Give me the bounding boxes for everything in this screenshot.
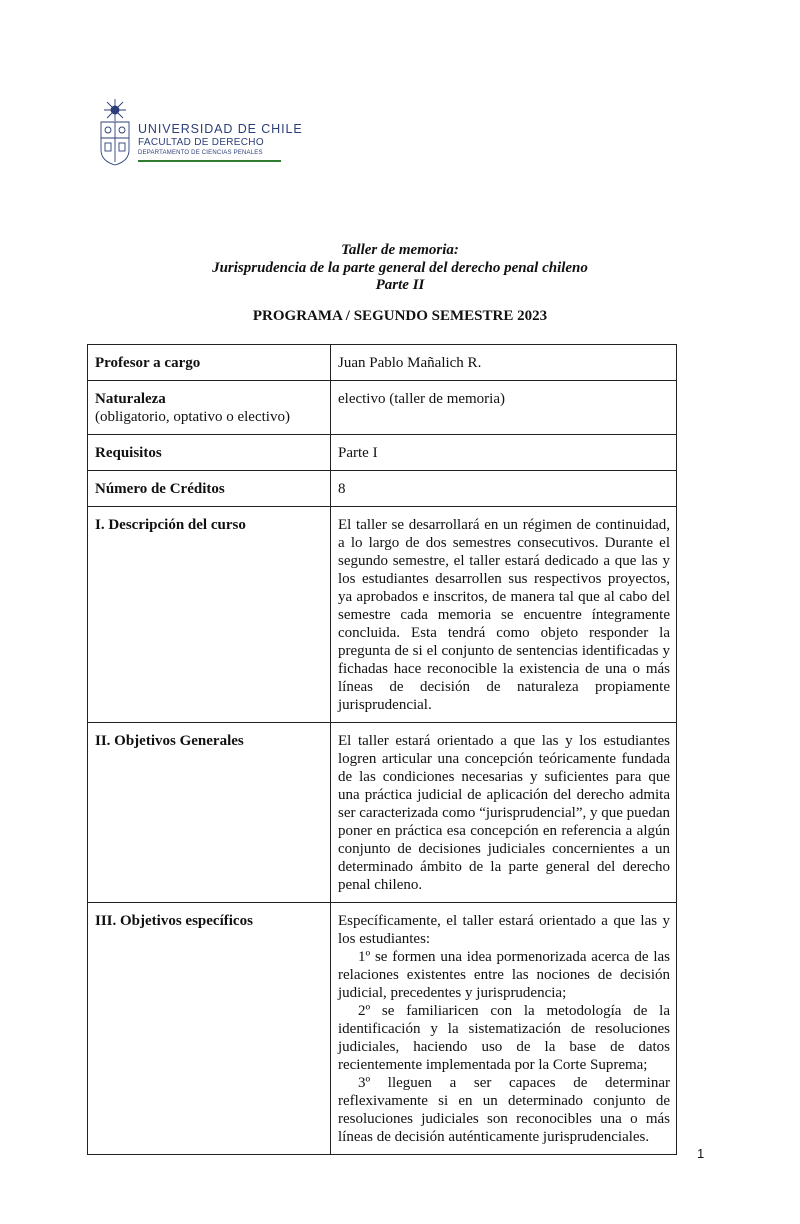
table-row [88,381,677,435]
document-title [0,242,800,295]
table-row [88,471,677,507]
descripcion-label: I. Descripción del curso [88,507,331,723]
requisitos-value: Parte I [331,435,677,471]
title-line-1: Taller de memoria: [341,242,459,258]
department-name: DEPARTAMENTO DE CIENCIAS PENALES [138,150,263,156]
objetivos-especificos-cell [331,903,677,1155]
page-number: 1 [697,1146,705,1161]
faculty-name: FACULTAD DE DERECHO [138,137,264,148]
table-row [88,507,677,723]
creditos-value: 8 [331,471,677,507]
table-row [88,903,677,1155]
university-crest-icon [98,98,132,166]
profesor-label: Profesor a cargo [88,345,331,381]
objetivo-especifico-item: 2º se familiaricen con la metodología de la identificación y la sistematización de resoluciones judiciales, haciendo uso de la base de datos recientemente implementada por la Corte Suprema; [338,1003,670,1073]
program-subtitle: PROGRAMA / SEGUNDO SEMESTRE 2023 [252,308,548,324]
objetivos-especificos-label: III. Objetivos específicos [88,903,331,1155]
naturaleza-label-cell [88,381,331,435]
table-row [88,723,677,903]
naturaleza-value: electivo (taller de memoria) [331,381,677,435]
objetivos-generales-label: II. Objetivos Generales [88,723,331,903]
table-row [88,435,677,471]
table-row [88,345,677,381]
profesor-value: Juan Pablo Mañalich R. [331,345,677,381]
objetivos-generales-value: El taller estará orientado a que las y los estudiantes logren articular una concepción teóricamente fundada de las condiciones necesarias y suficientes para que una práctica judicial de aplicación del derecho admita ser caracterizada como “jurisprudencial”, y que puedan poner en práctica esa concepción en referencia a algún conjunto de decisiones judiciales concernientes a un determinado ámbito de la parte general del derecho penal chileno. [331,723,677,903]
naturaleza-label: Naturaleza [95,391,166,407]
objetivos-especificos-intro: Específicamente, el taller estará orientado a que las y los estudiantes: [338,913,670,947]
university-logo [98,98,303,168]
creditos-label: Número de Créditos [88,471,331,507]
university-name: UNIVERSIDAD DE CHILE [138,122,303,136]
logo-divider [138,160,281,162]
requisitos-label: Requisitos [88,435,331,471]
program-table [87,344,677,1155]
objetivo-especifico-item: 1º se formen una idea pormenorizada acerca de las relaciones existentes entre las nociones de decisión judicial, precedentes y jurisprudencia; [338,949,670,1001]
naturaleza-sublabel: (obligatorio, optativo o electivo) [95,409,290,425]
descripcion-value: El taller se desarrollará en un régimen de continuidad, a lo largo de dos semestres consecutivos. Durante el segundo semestre, el taller estará dedicado a que las y los estudiantes desarrollen sus respectivos proyectos, ya aprobados e inscritos, de manera tal que al cabo del semestre cada memoria se encuentre íntegramente concluida. Esta tendrá como objeto responder la pregunta de si el conjunto de sentencias identificadas y fichadas hace reconocible la existencia de una o más líneas de decisión de naturaleza propiamente jurisprudencial. [331,507,677,723]
objetivo-especifico-item: 3º lleguen a ser capaces de determinar reflexivamente si en un determinado conjunto de resoluciones judiciales son reconocibles una o más líneas de decisión auténticamente jurisprudenciales. [338,1075,670,1145]
title-line-2: Jurisprudencia de la parte general del derecho penal chileno [212,259,588,276]
title-line-3: Parte II [375,277,425,293]
